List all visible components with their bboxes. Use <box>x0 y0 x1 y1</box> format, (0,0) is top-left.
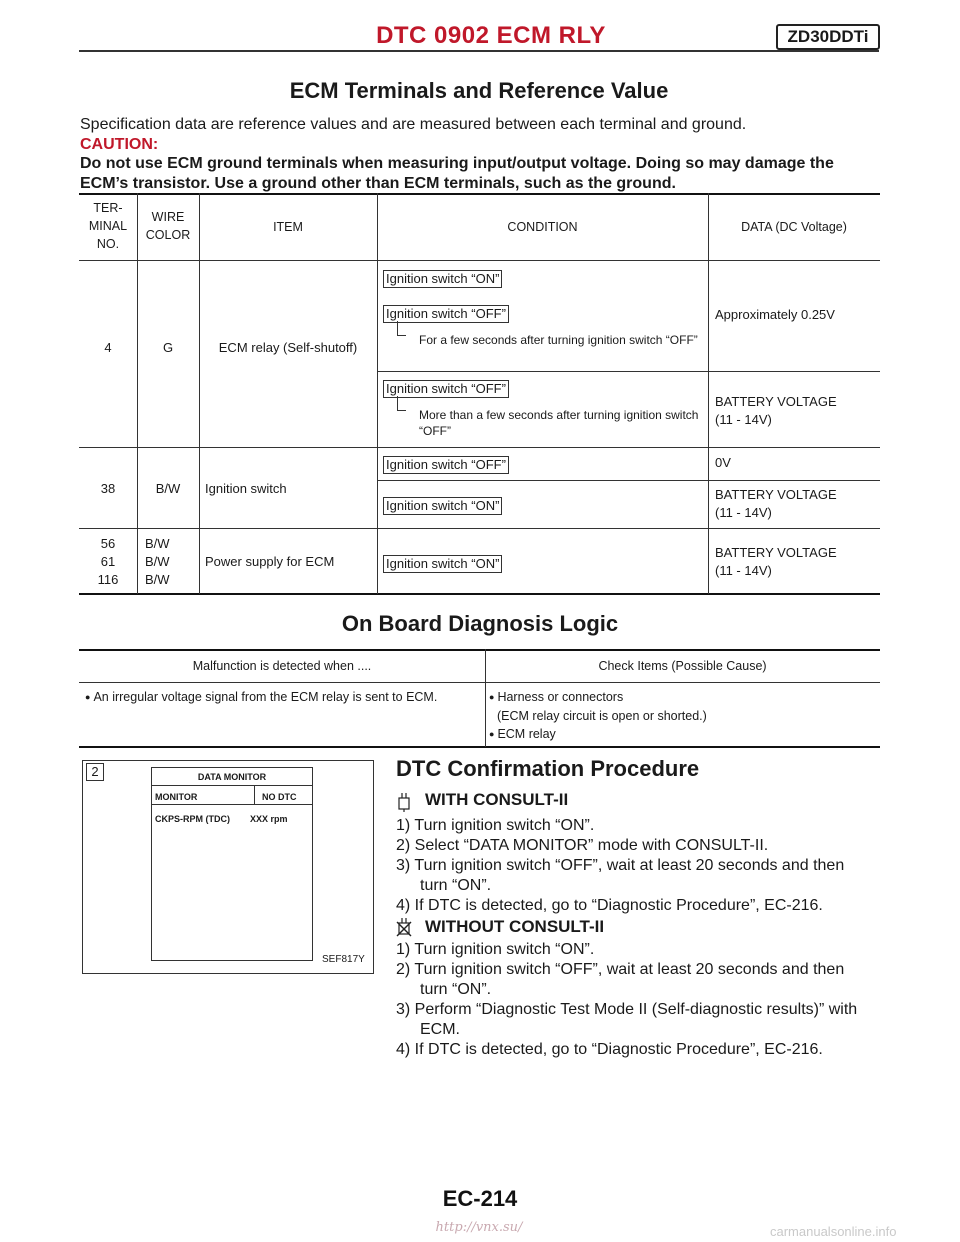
section-title-ecm-terminals: ECM Terminals and Reference Value <box>289 78 669 103</box>
header-condition: CONDITION <box>507 220 578 234</box>
without-step-3: 3) Perform “Diagnostic Test Mode II (Self-diagnostic results)” with <box>396 1001 858 1018</box>
page-number: EC-214 <box>442 1186 518 1211</box>
no-consult-icon <box>395 916 413 938</box>
screen-monitor-label: MONITOR <box>155 792 198 802</box>
figure-code: SEF817Y <box>322 954 365 965</box>
row1-cond-off-sub: For a few seconds after turning ignition switch “OFF” <box>419 333 698 347</box>
without-consult-heading: WITHOUT CONSULT-II <box>425 917 605 936</box>
without-step-2: 2) Turn ignition switch “OFF”, wait at least 20 seconds and then <box>396 961 845 978</box>
row1-cond-off: Ignition switch “OFF” <box>383 305 509 323</box>
screen-status: NO DTC <box>262 792 297 802</box>
row1-data-1: Approximately 0.25V <box>715 307 835 322</box>
site-link[interactable]: http://vnx.su/ <box>435 1220 523 1235</box>
section-title-dtc-confirmation: DTC Confirmation Procedure <box>396 756 700 781</box>
sub-condition-marker <box>397 396 406 411</box>
row2-terminal: 38 <box>100 481 116 496</box>
consult-icon <box>395 791 413 813</box>
with-step-3: 3) Turn ignition switch “OFF”, wait at least 20 seconds and then <box>396 857 845 874</box>
row3-cond-on: Ignition switch “ON” <box>383 555 502 573</box>
with-step-2: 2) Select “DATA MONITOR” mode with CONSULT-II. <box>396 837 769 854</box>
figure-tag: 2 <box>86 763 104 781</box>
without-step-1: 1) Turn ignition switch “ON”. <box>396 941 595 958</box>
terminal-table <box>79 193 880 595</box>
row2-data-1: 0V <box>715 455 731 470</box>
caution-label: CAUTION: <box>80 136 159 153</box>
diag-check-item-harness: ● Harness or connectors <box>489 690 624 704</box>
without-step-3-cont: ECM. <box>420 1021 460 1038</box>
diag-malfunction-item: ● An irregular voltage signal from the ECM relay is sent to ECM. <box>85 690 438 704</box>
with-step-3-cont: turn “ON”. <box>420 877 492 894</box>
row3-data: BATTERY VOLTAGE (11 - 14V) <box>715 545 837 578</box>
with-consult-heading: WITH CONSULT-II <box>425 790 569 809</box>
header-terminal: TER- MINAL NO. <box>88 201 128 251</box>
row2-item: Ignition switch <box>205 481 287 496</box>
row1-wire: G <box>162 340 174 355</box>
without-step-2-cont: turn “ON”. <box>420 981 492 998</box>
diag-check-item-relay: ● ECM relay <box>489 727 556 741</box>
screen-title: DATA MONITOR <box>197 772 267 782</box>
header-rule <box>79 50 879 52</box>
page-header-title: DTC 0902 ECM RLY <box>376 22 606 49</box>
row2-cond-on: Ignition switch “ON” <box>383 497 502 515</box>
row2-cond-off: Ignition switch “OFF” <box>383 456 509 474</box>
caution-text: Do not use ECM ground terminals when measuring input/output voltage. Doing so may damage the ECM’s transistor. Use a ground other than ECM terminals, such as the ground. <box>80 155 834 192</box>
row2-data-2: BATTERY VOLTAGE (11 - 14V) <box>715 487 837 520</box>
row2-wire: B/W <box>155 481 181 496</box>
row1-cond2-sub: More than a few seconds after turning ignition switch “OFF” <box>419 408 699 438</box>
row3-item: Power supply for ECM <box>205 554 335 569</box>
diag-col-check-items: Check Items (Possible Cause) <box>598 659 767 673</box>
header-data: DATA (DC Voltage) <box>741 220 847 234</box>
screen-value: XXX rpm <box>250 814 288 824</box>
diagnosis-logic-table <box>79 649 880 749</box>
sub-condition-marker <box>397 321 406 336</box>
consult-screen <box>151 767 313 961</box>
screen-item: CKPS-RPM (TDC) <box>155 814 230 824</box>
section-title-diagnosis-logic: On Board Diagnosis Logic <box>341 611 619 636</box>
row1-item: ECM relay (Self-shutoff) <box>218 340 358 355</box>
diag-check-item-harness-detail: (ECM relay circuit is open or shorted.) <box>497 709 707 723</box>
with-step-4: 4) If DTC is detected, go to “Diagnostic Procedure”, EC-216. <box>396 897 823 914</box>
row1-terminal: 4 <box>104 340 112 355</box>
engine-badge: ZD30DDTi <box>776 24 880 50</box>
diag-col-malfunction: Malfunction is detected when .... <box>192 659 372 673</box>
row3-wire: B/W B/W B/W <box>145 536 170 587</box>
row1-data-2: BATTERY VOLTAGE (11 - 14V) <box>715 394 837 427</box>
with-step-1: 1) Turn ignition switch “ON”. <box>396 817 595 834</box>
without-step-4: 4) If DTC is detected, go to “Diagnostic Procedure”, EC-216. <box>396 1041 823 1058</box>
intro-text: Specification data are reference values and are measured between each terminal and ground. <box>80 116 747 133</box>
header-item: ITEM <box>273 220 303 234</box>
row1-cond2-off: Ignition switch “OFF” <box>383 380 509 398</box>
header-wire-color: WIRE COLOR <box>145 210 191 242</box>
row3-terminal: 56 61 116 <box>97 536 119 587</box>
watermark: carmanualsonline.info <box>770 1224 897 1239</box>
row1-cond-on: Ignition switch “ON” <box>383 270 502 288</box>
